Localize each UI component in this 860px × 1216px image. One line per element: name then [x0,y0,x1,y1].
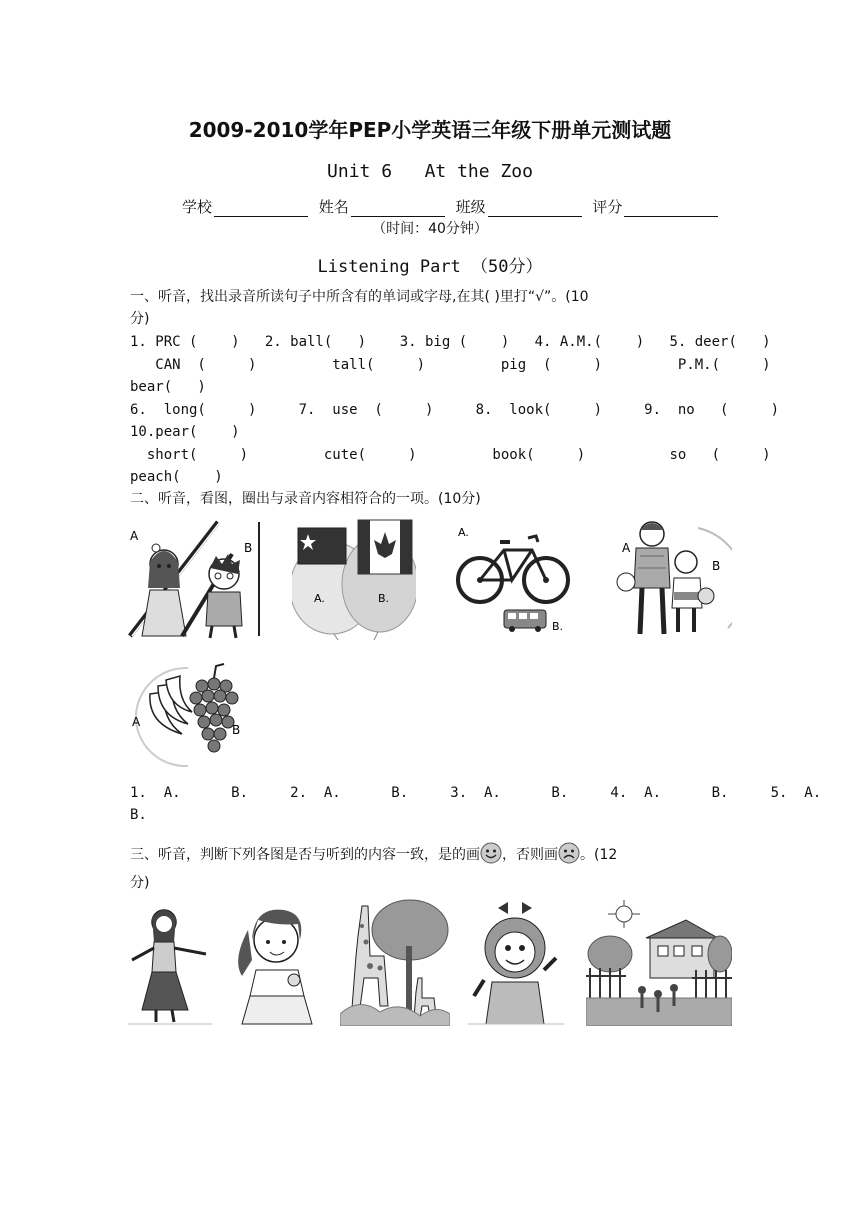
picture-5-label-a: A [132,715,141,729]
section1-instruction: 一、听音，找出录音所读句子中所含有的单词或字母,在其( )里打“√”。(10 [130,289,589,305]
document-title: 2009-2010学年PEP小学英语三年级下册单元测试题 [188,118,672,142]
name-label: 姓名 [318,198,349,216]
section1-row-6: short( ) cute( ) book( ) so ( ) [130,447,771,463]
score-blank[interactable] [624,200,718,217]
section2-answers: 1. A. B. 2. A. B. 3. A. B. 4. A. B. 5. A. [130,785,822,801]
section3-instruction-part1: 三、听音，判断下列各图是否与听到的内容一致，是的画 [130,847,480,863]
section3-picture-3-giraffes [340,896,450,1026]
name-blank[interactable] [351,200,445,217]
section3-picture-2-girl-clapping [228,900,322,1026]
picture-4-label-b: B [712,559,721,573]
picture-3-label-a: A. [458,526,469,539]
class-blank[interactable] [488,200,582,217]
section3-picture-1-girl-arms-out [128,900,212,1026]
section3-instruction [130,842,730,867]
section1-instruction-cont: 分) [130,311,150,327]
picture-3-bike-bus [454,524,576,634]
unit-title: Unit 6 At the Zoo [327,161,533,182]
section1-row-4: 6. long( ) 7. use ( ) 8. look( ) 9. no ( ) [130,402,780,418]
section3-picture-4-girl-waving [468,900,564,1026]
class-label: 班级 [455,198,486,216]
section1-row-5: 10.pear( ) [130,424,240,440]
section3-instruction-part3: 。(12 [580,847,618,863]
picture-5-label-b: B [232,723,241,737]
listening-heading: Listening Part （50分） [317,257,543,277]
picture-1-label-a: A [130,529,139,543]
picture-1-label-b: B [244,541,253,555]
picture-2-flag-balloons [292,518,416,640]
picture-5-bananas-grapes [128,662,244,770]
picture-1-children-rulers [128,518,262,640]
section2-answers-cont: B. [130,807,147,823]
happy-face-icon [480,842,502,864]
school-label: 学校 [182,198,213,216]
picture-2-label-a: A. [314,592,325,605]
section1-row-3: bear( ) [130,379,206,395]
picture-4-label-a: A [622,541,631,555]
info-line [182,196,724,217]
score-label: 评分 [592,198,623,216]
picture-2-label-b: B. [378,592,390,605]
section3-instruction-part2: ，否则画 [502,847,558,863]
picture-3-label-b: B. [552,620,564,633]
section1-row-2: CAN ( ) tall( ) pig ( ) P.M.( ) [130,357,771,373]
sad-face-icon [558,842,580,864]
section2-instruction: 二、听音，看图，圈出与录音内容相符合的一项。(10分) [130,491,481,507]
school-blank[interactable] [214,200,308,217]
section1-row-7: peach( ) [130,469,223,485]
section1-row-1: 1. PRC ( ) 2. ball( ) 3. big ( ) 4. A.M.( ) 5. deer( ) [130,334,771,350]
picture-4-tall-short [606,518,732,640]
section3-instruction-cont: 分) [130,875,150,891]
section3-picture-5-house-garden [586,898,732,1026]
time-note: （时间：40分钟） [372,221,488,237]
